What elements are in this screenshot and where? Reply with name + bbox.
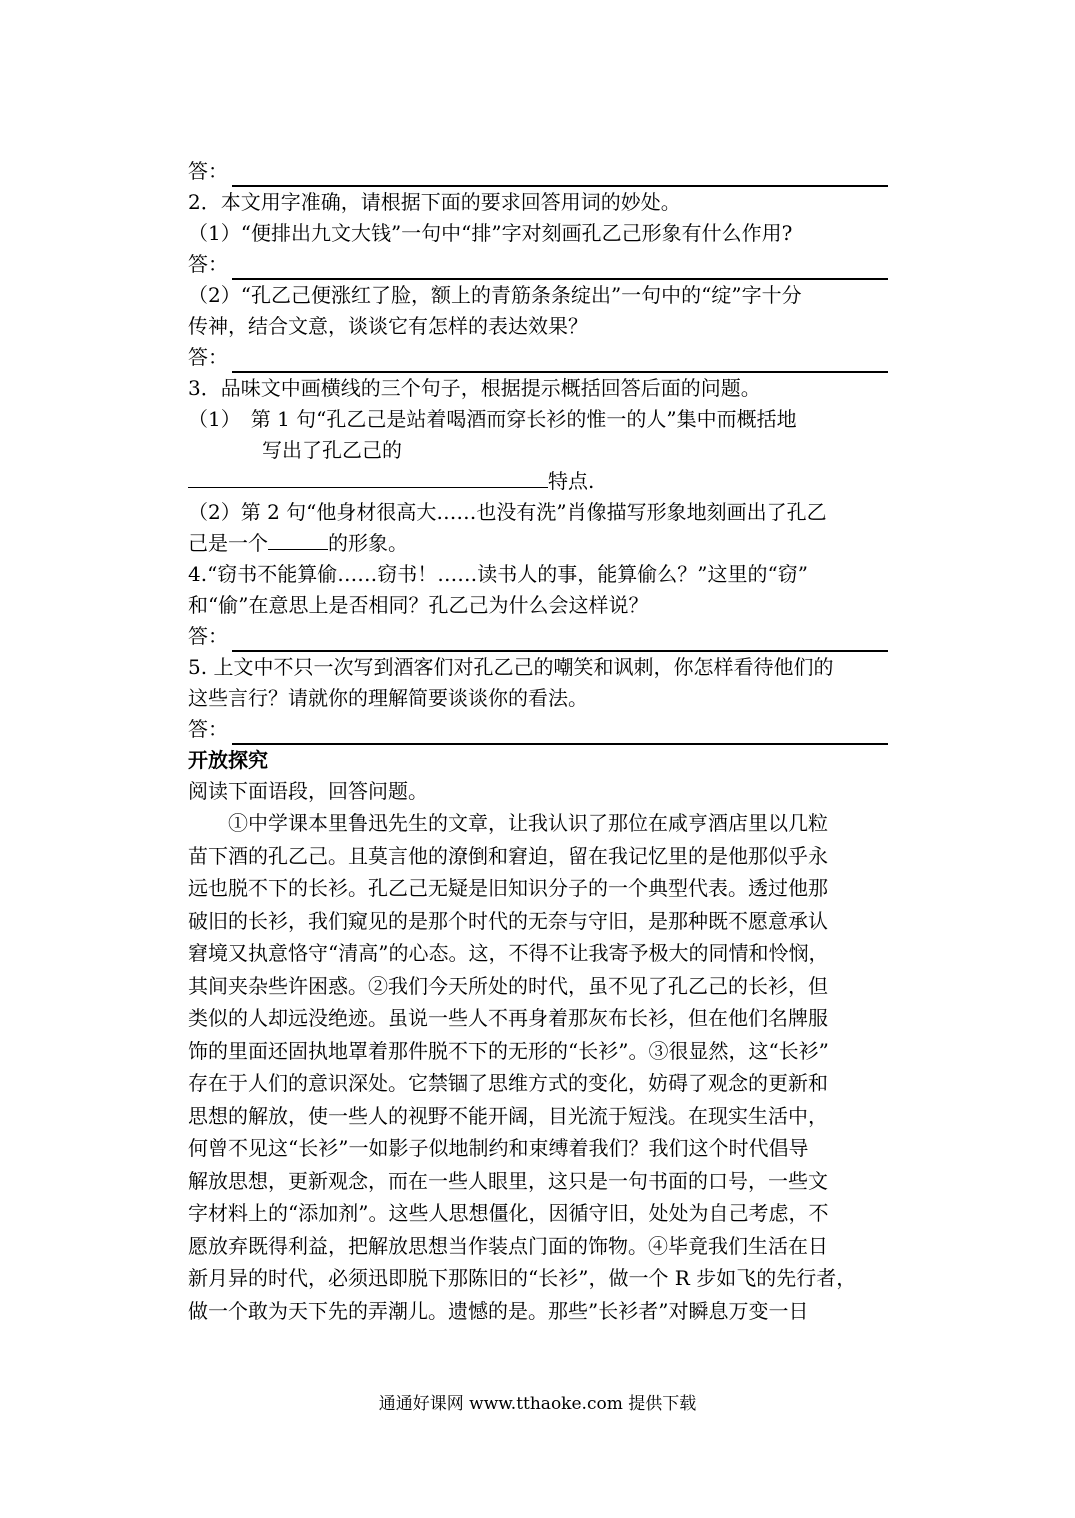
answer-line [188,156,888,187]
passage-line: 新月异的时代，必须迅即脱下那陈旧的“长衫”，做一个 R 步如飞的先行者， [188,1266,857,1290]
passage-line: 思想的解放，使一些人的视野不能开阔，目光流于短浅。在现实生活中， [188,1103,828,1128]
passage-line: 解放思想，更新观念，而在一些人眼里，这只是一句书面的口号，一些文 [188,1168,828,1193]
passage-line: 饰的里面还固执地罩着那件脱不下的无形的“长衫”。③很显然，这“长衫” [188,1038,829,1063]
passage-line: 远也脱不下的长衫。孔乙己无疑是旧知识分子的一个典型代表。透过他那 [188,876,828,900]
question-5-line-2: 这些言行？请就你的理解简要谈谈你的看法。 [188,686,588,710]
passage-line: 破旧的长衫，我们窥见的是那个时代的无奈与守旧，是那种既不愿意承认 [188,908,828,933]
question-4-line-2: 和“偷”在意思上是否相同？孔乙己为什么会这样说？ [188,593,649,617]
question-2-sub-2-line-2: 传神，结合文意，谈谈它有怎样的表达效果？ [188,314,588,338]
answer-label: 答： [188,345,228,369]
question-4-line-1: 4.“窃书不能算偷……窃书！……读书人的事，能算偷么？”这里的“窃” [188,562,808,586]
answer-label: 答： [188,159,228,183]
passage-line: 何曾不见这“长衫”一如影子似地制约和束缚着我们？我们这个时代倡导 [188,1136,809,1160]
question-3-sub-1-tail: 特点. [548,469,595,493]
question-3-sub-1-line-1: （1） 第 1 句“孔乙己是站着喝酒而穿长衫的惟一的人”集中而概括地 [188,407,797,431]
passage-line: 其间夹杂些许困惑。②我们今天所处的时代，虽不见了孔乙己的长衫，但 [188,973,828,998]
answer-label: 答： [188,624,228,648]
answer-rule [232,349,888,373]
reading-passage [188,807,888,1327]
passage-line: 做一个敢为天下先的弄潮儿。遗憾的是。那些”长衫者”对瞬息万变一日 [188,1298,809,1323]
passage-line: ①中学课本里鲁迅先生的文章，让我认识了那位在咸亨酒店里以几粒 [228,811,828,835]
answer-rule [232,721,888,745]
section-title: 开放探究 [188,748,268,772]
answer-label: 答： [188,252,228,276]
document-page [188,156,888,1327]
passage-line: 类似的人却远没绝迹。虽说一些人不再身着那灰布长衫，但在他们名牌服 [188,1006,828,1030]
question-3-sub-2-line-1: （2）第 2 句“他身材很高大……也没有洗”肖像描写形象地刻画出了孔乙 [188,500,827,524]
question-5-line-1: 5. 上文中不只一次写到酒客们对孔乙己的嘲笑和讽刺，你怎样看待他们的 [188,655,834,679]
answer-rule [232,628,888,652]
answer-line [188,714,888,745]
fill-blank [268,529,328,550]
question-2-stem: 2．本文用字准确，请根据下面的要求回答用词的妙处。 [188,190,681,214]
question-3-sub-2-text-b: 的形象。 [328,531,408,555]
question-3-sub-1-blank-line [188,466,888,497]
question-2-sub-2-line-1: （2）“孔乙己便涨红了脸，额上的青筋条条绽出”一句中的“绽”字十分 [188,283,802,307]
fill-blank [188,467,548,488]
answer-label: 答： [188,717,228,741]
answer-line [188,621,888,652]
passage-line: 愿放弃既得利益，把解放思想当作装点门面的饰物。④毕竟我们生活在日 [188,1233,828,1258]
passage-line: 苗下酒的孔乙己。且莫言他的潦倒和窘迫，留在我记忆里的是他那似乎永 [188,843,828,868]
passage-line: 窘境又执意恪守“清高”的心态。这，不得不让我寄予极大的同情和怜悯， [188,941,829,965]
question-3-stem: 3．品味文中画横线的三个句子，根据提示概括回答后面的问题。 [188,376,761,400]
section-instruction: 阅读下面语段，回答问题。 [188,779,428,803]
answer-line [188,249,888,280]
answer-line [188,342,888,373]
answer-rule [232,256,888,280]
answer-rule [232,163,888,187]
question-2-sub-1: （1）“便排出九文大钱”一句中“排”字对刻画孔乙己形象有什么作用? [188,221,793,245]
question-3-sub-2-line-2 [188,528,888,559]
page-footer: 通通好课网 www.tthaoke.com 提供下载 [378,1394,697,1414]
passage-line: 字材料上的“添加剂”。这些人思想僵化，因循守旧，处处为自己考虑，不 [188,1201,829,1225]
question-3-sub-1-line-2: 写出了孔乙己的 [262,438,402,462]
passage-line: 存在于人们的意识深处。它禁锢了思维方式的变化，妨碍了观念的更新和 [188,1071,828,1095]
question-3-sub-2-text-a: 己是一个 [188,531,268,555]
